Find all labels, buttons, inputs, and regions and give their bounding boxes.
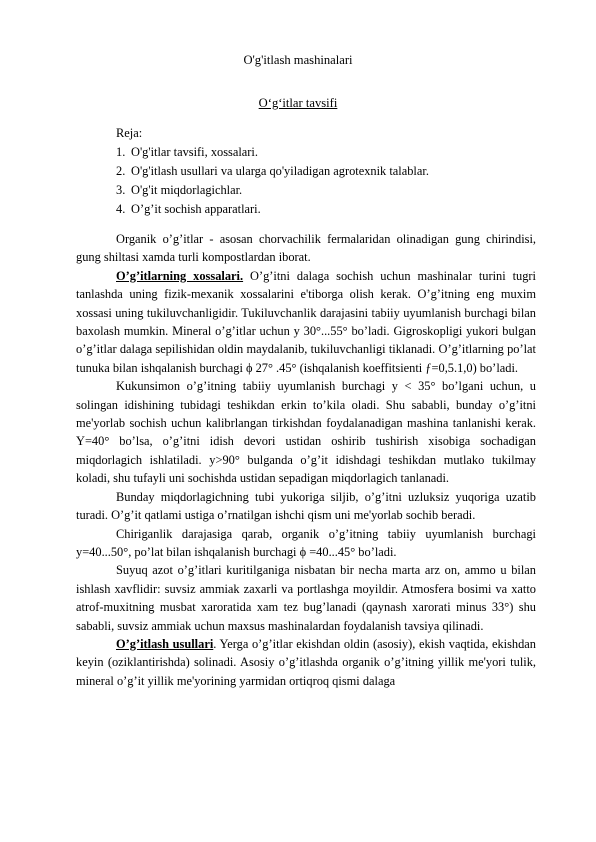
plan-item-text: O'g'it miqdorlagichlar. <box>131 183 243 197</box>
paragraph-text: Chiriganlik darajasiga qarab, organik o’g’itning tabiiy uyumlanish burchagi y=40...50°, po’lat bilan ishqalanish burchagi ϕ =40...45° bo’ladi. <box>76 526 536 559</box>
plan-heading: Reja: <box>116 126 143 140</box>
paragraph <box>76 267 536 377</box>
paragraph-lead: O’g’itlarning xossalari. <box>116 268 244 283</box>
plan-item-text: O'g'itlash usullari va ularga qo'yiladigan agrotexnik talablar. <box>131 164 429 178</box>
plan-item <box>116 181 536 200</box>
paragraph-text: Suyuq azot o’g’itlari kuritilganiga nisbatan bir necha marta arz on, ammo u bilan ishlash xavflidir: suvsiz ammiak zaxarli va portlashga moyildir. Atmosfera bosimi va xatto atrof-muxitning musbat xaroratida xam tez bug’lanadi (qaynash xarorati minus 33°) shu sababli, suvsiz ammiak uchun maxsus mashinalardan foydalanish tavsiya qilinadi. <box>76 563 536 633</box>
plan-item-number: 4. <box>116 202 126 216</box>
paragraph <box>76 561 536 635</box>
paragraph-text: O’g’itni dalaga sochish uchun mashinalar turini tugri tanlashda uning fizik-mexanik xossalarini e'tiborga olish kerak. O’g’itning eng muxim xossasi uning tukiluvchanligidir. Tukiluvchanlik darajasini tabiiy uyumlanish burchagi bilan baxolash mumkin. Mineral o’g’itlar uchun y 30°...55° bo’ladi. Gigroskopligi yukori bulgan o’g’itlar dalaga sepilishidan oldin maydalanib, tukiluvchanligi tiklanadi. O’g’itlarning po’lat tunuka bilan ishqalanish burchagi ϕ 27° .45° (ishqalanish koeffitsienti ƒ=0,5.1,0) bo’ladi. <box>76 268 537 375</box>
plan-item <box>116 143 536 162</box>
plan-item-number: 2. <box>116 164 126 178</box>
plan-item-text: O'g'itlar tavsifi, xossalari. <box>131 145 258 159</box>
paragraph-text: Bunday miqdorlagichning tubi yukoriga siljib, o’g’itni uzluksiz yuqoriga uzatib turadi. O’g’it qatlami ustiga o’rnatilgan ishchi qism uni me'yorlab sochib beradi. <box>76 489 536 523</box>
plan-item <box>116 200 536 219</box>
plan-item <box>116 162 536 181</box>
document-title: O'g'itlash mashinalari <box>243 53 353 67</box>
paragraph <box>76 377 536 487</box>
paragraph-lead: O’g’itlash usullari <box>116 636 214 651</box>
plan-item-text: O’g’it sochish apparatlari. <box>131 202 261 216</box>
section-subtitle: O‘g‘itlar tavsifi <box>258 96 338 110</box>
paragraph-text: Organik o’g’itlar - asosan chorvachilik fermalaridan olinadigan gung chirindisi, gung shiltasi xamda turli kompostlardan iborat. <box>76 232 536 265</box>
plan-item-number: 3. <box>116 183 126 197</box>
paragraph <box>76 230 536 267</box>
paragraph <box>76 635 536 690</box>
paragraph <box>76 525 536 562</box>
paragraph-text: Kukunsimon o’g’itning tabiiy uyumlanish burchagi y < 35° bo’lgani uchun, u solingan idishining tubidagi teshikdan erkin to’kila oladi. Shu sababli, bunday o’g’itni me'yorlab sochish uchun kalibrlangan tirkishdan foydalanadigan mashina tanlanishi kerak. Y=40° bo’lsa, o’g’itni idish devori ustidan oshirib tushirish xisobiga sochadigan miqdorlagich ishlatiladi. y>90° bulganda o’g’it idishdagi teshikdan mutlako tukilmay koladi, shu tufayli uni sochishda ustidan sepadigan miqdorlagich tanlanadi. <box>76 379 536 486</box>
plan-item-number: 1. <box>116 145 126 159</box>
document-body <box>76 230 536 690</box>
plan-list <box>116 124 536 219</box>
paragraph <box>76 488 536 525</box>
paragraph-text: . Yerga o’g’itlar ekishdan oldin (asosiy), ekish vaqtida, ekishdan keyin (oziklantirishda) solinadi. Asosiy o’g’itlashda organik o’g’itning yillik me'yori tulik, mineral o’g’it yillik me'yorining yarmidan ortiqroq qismi dalaga <box>76 636 537 688</box>
